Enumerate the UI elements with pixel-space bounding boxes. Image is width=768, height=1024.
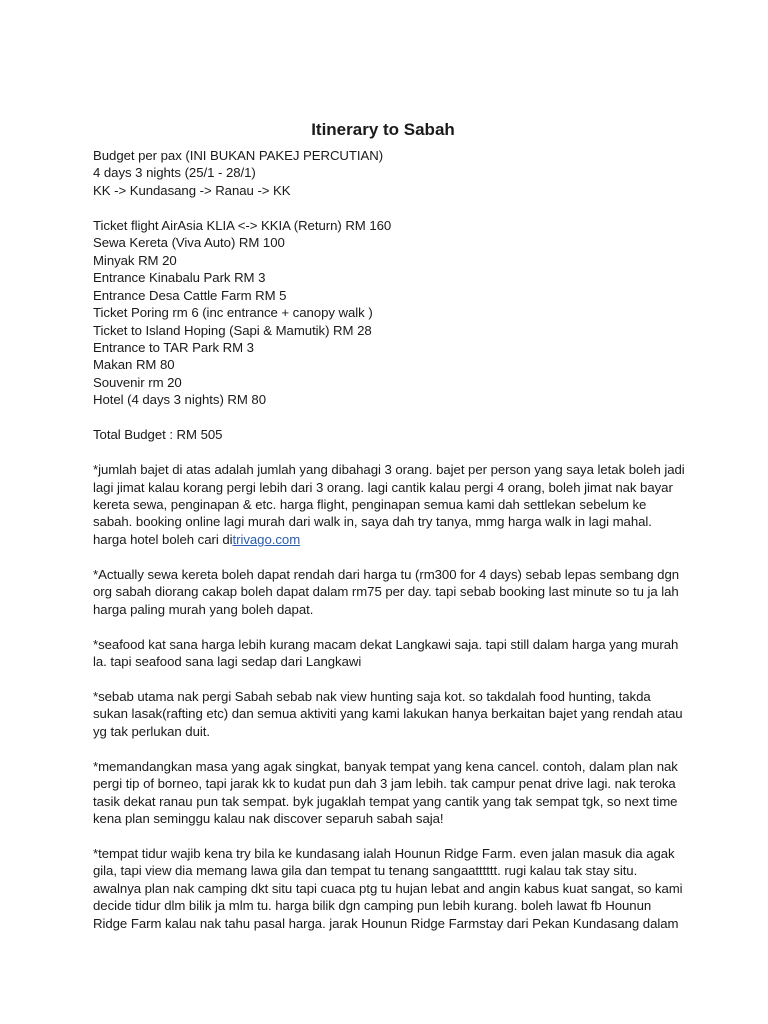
budget-list	[93, 217, 683, 409]
note-line: decide tidur dlm bilik ja mlm tu. harga bilik dgn camping pun lebih kurang. boleh lawat fb Hounun	[93, 898, 652, 914]
intro-line: KK -> Kundasang -> Ranau -> KK	[93, 182, 291, 198]
intro-block	[93, 147, 683, 199]
intro-line: Budget per pax (INI BUKAN PAKEJ PERCUTIAN)	[93, 148, 384, 163]
budget-item: Souvenir rm 20	[93, 374, 182, 390]
note-line-with-link	[93, 531, 683, 548]
note-paragraph-6	[93, 845, 683, 932]
document-body	[93, 147, 683, 932]
note-line: la. tapi seafood sana lagi sedap dari Langkawi	[93, 654, 362, 670]
intro-line: 4 days 3 nights (25/1 - 28/1)	[93, 165, 256, 181]
budget-item: Ticket Poring rm 6 (inc entrance + canopy walk )	[93, 305, 373, 321]
note-line: sukan lasak(rafting etc) dan semua aktiviti yang kami lakukan hanya berkaitan bajet yang rendah atau	[93, 706, 683, 722]
note-line: *Actually sewa kereta boleh dapat rendah dari harga tu (rm300 for 4 days) sebab lepas sembang dgn	[93, 566, 680, 582]
note-line: *memandangkan masa yang agak singkat, banyak tempat yang kena cancel. contoh, dalam plan nak	[93, 758, 678, 774]
note-line: *tempat tidur wajib kena try bila ke kundasang ialah Hounun Ridge Farm. even jalan masuk dia agak	[93, 846, 675, 861]
note-line: lagi jimat kalau korang pergi lebih dari 3 orang. lagi cantik kalau pergi 4 orang, boleh jimat nak bayar	[93, 479, 673, 495]
note-line: harga paling murah yang boleh dapat.	[93, 601, 314, 617]
note-paragraph-4	[93, 688, 683, 740]
budget-item: Sewa Kereta (Viva Auto) RM 100	[93, 235, 285, 251]
spacer	[93, 740, 683, 757]
note-line: yg tak perlukan duit.	[93, 723, 210, 739]
note-line: kereta sewa, penginapan & etc. harga flight, penginapan semua kami dah settlekan sebelum ke	[93, 497, 647, 513]
budget-item: Makan RM 80	[93, 357, 175, 373]
spacer	[93, 199, 683, 216]
trivago-link[interactable]: trivago.com	[232, 531, 301, 547]
note-line: sabah. booking online lagi murah dari walk in, saya dah try tanya, mmg harga walk in lagi mahal.	[93, 514, 652, 530]
note-line: pergi tip of borneo, tapi jarak kk to kudat pun dah 3 jam lebih. tak campur penat drive lagi. nak teroka	[93, 776, 676, 792]
budget-item: Entrance Desa Cattle Farm RM 5	[93, 287, 287, 303]
note-paragraph-2	[93, 566, 683, 618]
note-paragraph-1	[93, 461, 683, 548]
budget-item: Minyak RM 20	[93, 252, 177, 268]
spacer	[93, 618, 683, 635]
budget-item: Hotel (4 days 3 nights) RM 80	[93, 392, 266, 408]
note-line: tasik dekat ranau pun tak sempat. byk jugaklah tempat yang cantik yang tak sempat tgk, so next time	[93, 793, 678, 809]
note-line: Ridge Farm kalau nak tahu pasal harga. jarak Hounun Ridge Farmstay dari Pekan Kundasang dalam	[93, 915, 679, 931]
note-line-text: harga hotel boleh cari di	[93, 531, 233, 547]
spacer	[93, 548, 683, 565]
note-line: gila, tapi view dia memang lawa gila dan tempat tu tenang sangaatttttt. rugi kalau tak stay situ.	[93, 863, 638, 879]
note-line: awalnya plan nak camping dkt situ tapi cuaca ptg tu hujan lebat and angin kabus kuat sangat, so kami	[93, 880, 683, 896]
document-title: Itinerary to Sabah	[311, 120, 455, 139]
note-line: *sebab utama nak pergi Sabah sebab nak view hunting saja kot. so takdalah food hunting, takda	[93, 688, 651, 704]
total-budget: Total Budget : RM 505	[93, 427, 223, 443]
spacer	[93, 828, 683, 845]
note-paragraph-3	[93, 636, 683, 671]
spacer	[93, 444, 683, 461]
note-line: *seafood kat sana harga lebih kurang macam dekat Langkawi saja. tapi still dalam harga yang murah	[93, 636, 679, 652]
budget-item: Ticket to Island Hoping (Sapi & Mamutik) RM 28	[93, 322, 372, 338]
note-line: kena plan seminggu kalau nak discover separuh sabah saja!	[93, 811, 444, 827]
note-paragraph-5	[93, 758, 683, 828]
note-line: *jumlah bajet di atas adalah jumlah yang dibahagi 3 orang. bajet per person yang saya letak boleh jadi	[93, 462, 685, 478]
budget-item: Entrance Kinabalu Park RM 3	[93, 270, 266, 286]
spacer	[93, 671, 683, 688]
budget-item: Ticket flight AirAsia KLIA <-> KKIA (Return) RM 160	[93, 217, 392, 233]
budget-item: Entrance to TAR Park RM 3	[93, 339, 254, 355]
note-line: org sabah diorang cakap boleh dapat dalam rm75 per day. tapi sebab booking last minute so tu ja lah	[93, 584, 679, 600]
spacer	[93, 409, 683, 426]
